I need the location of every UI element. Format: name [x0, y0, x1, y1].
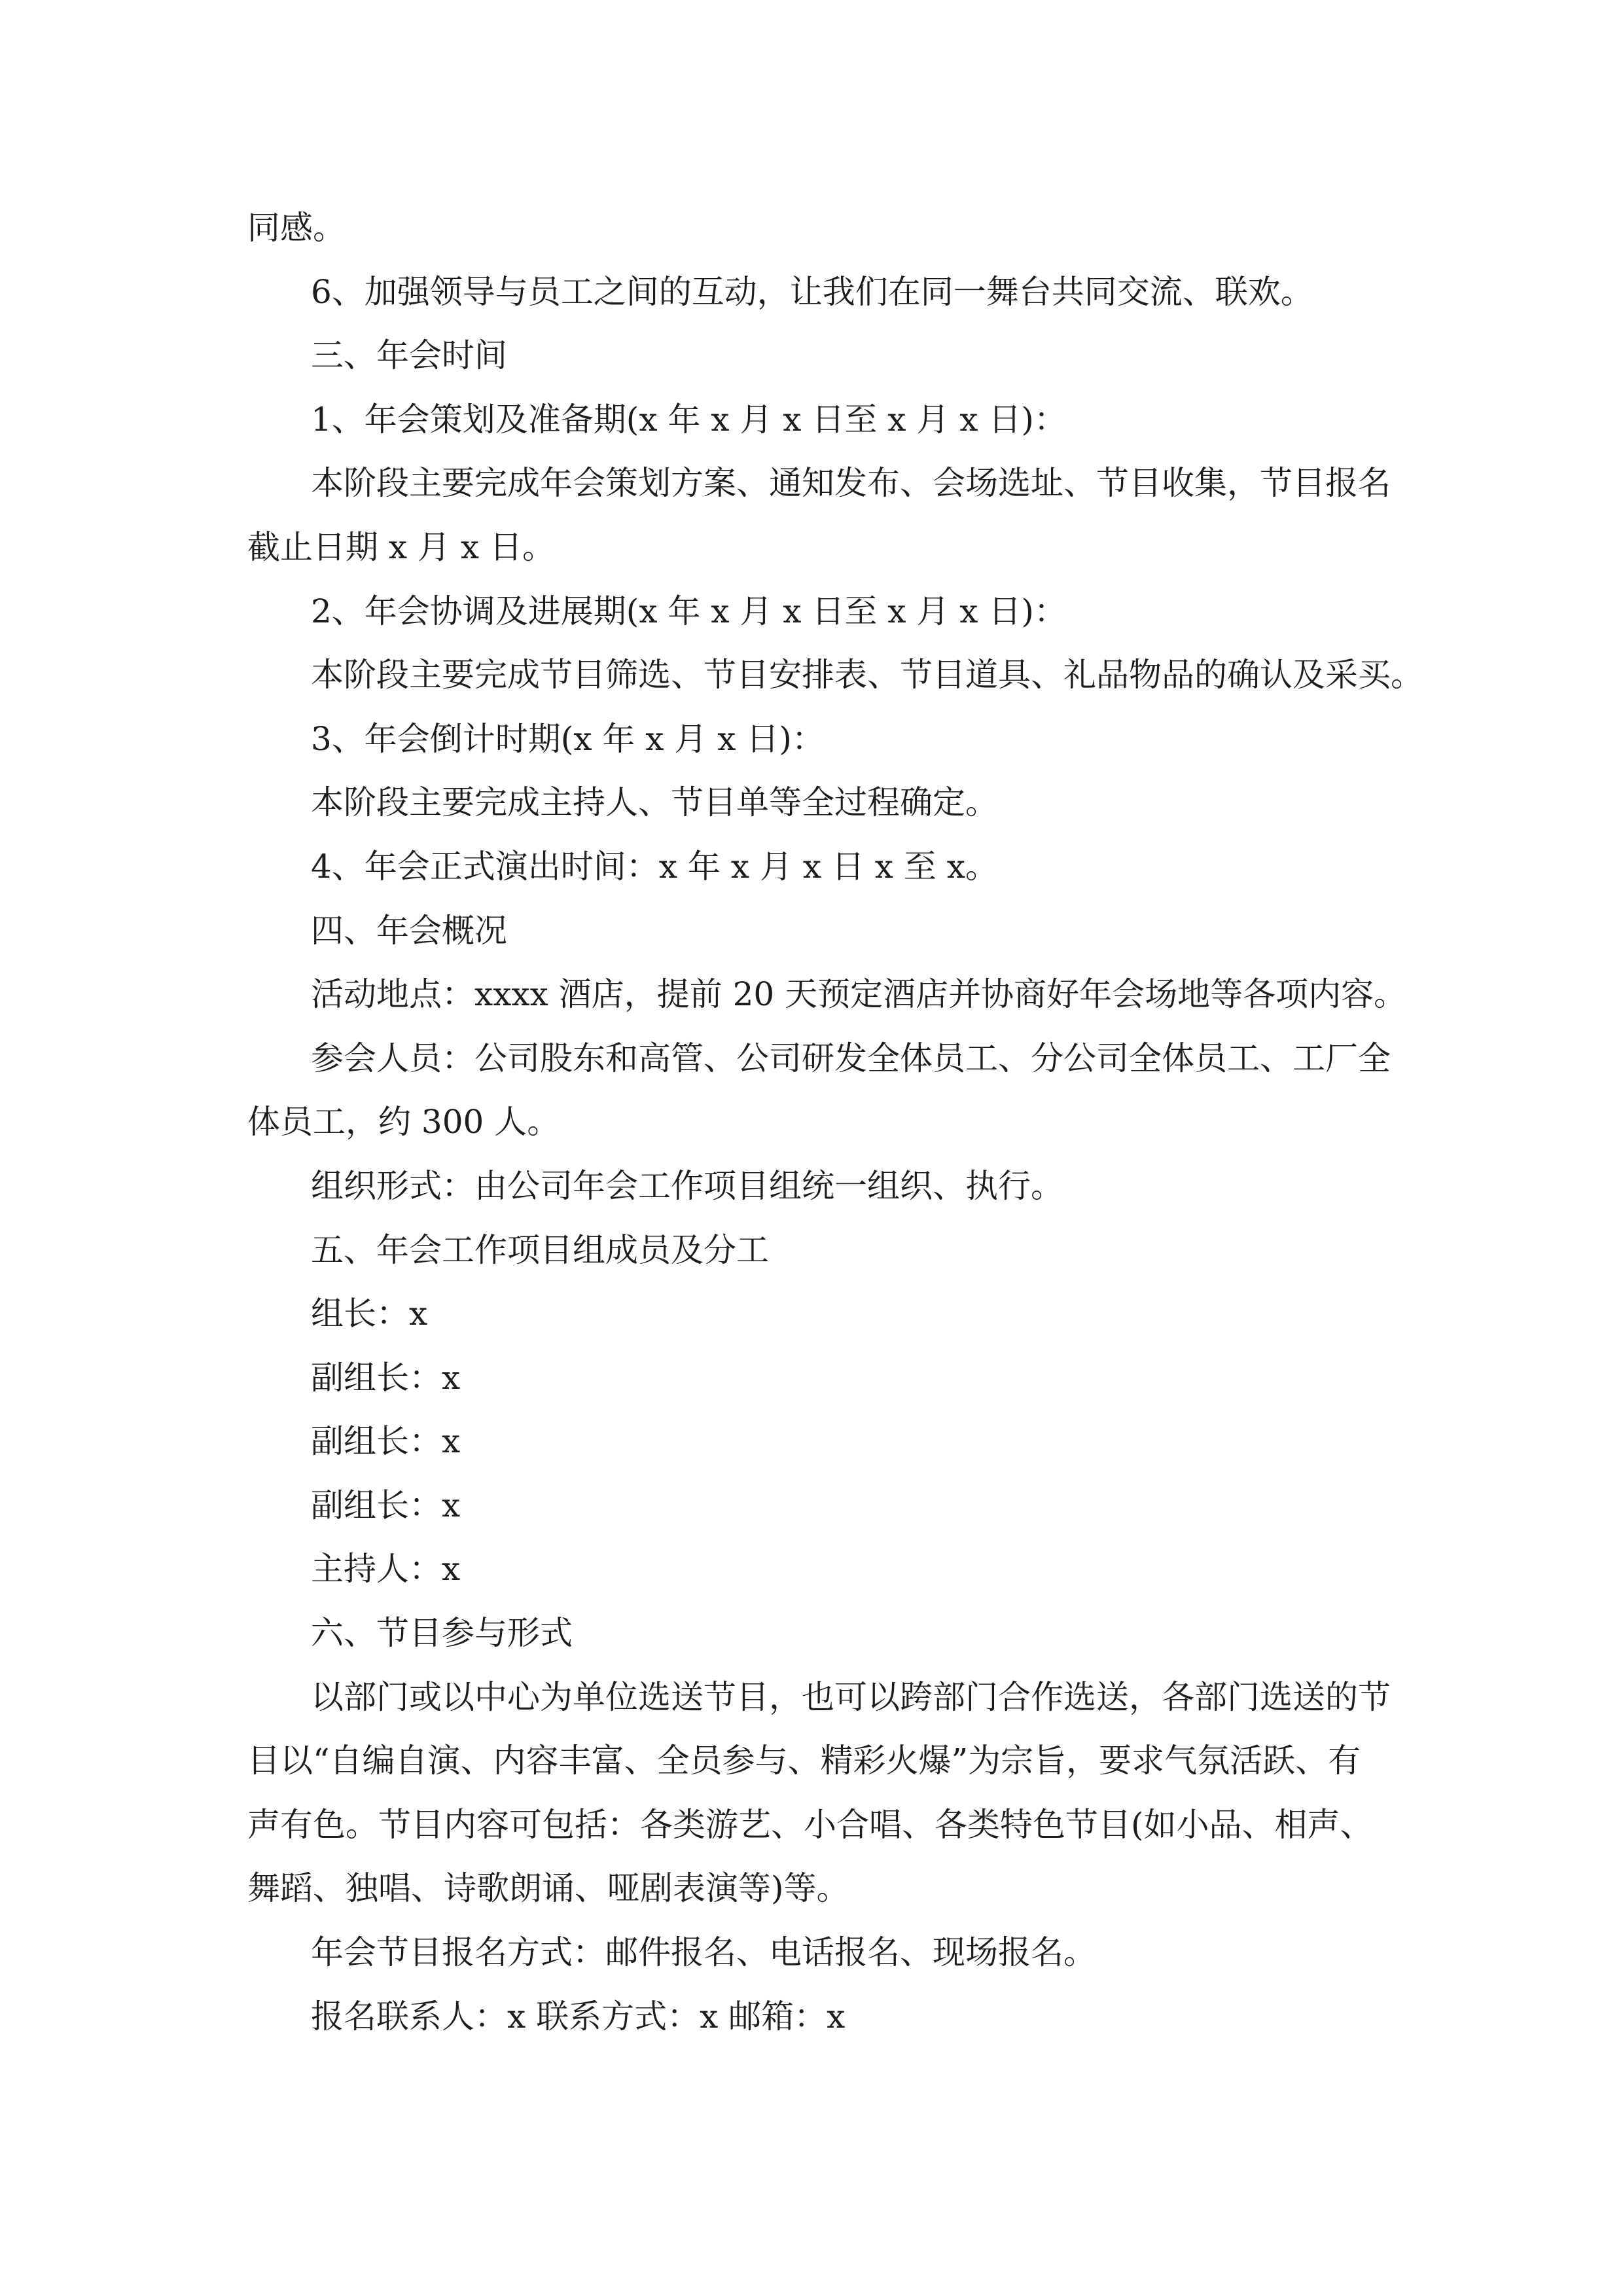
- text-line: 同感。: [247, 209, 346, 247]
- text-line: 活动地点：xxxx 酒店，提前 20 天预定酒店并协商好年会场地等各项内容。: [311, 975, 1407, 1014]
- document-body: [247, 196, 1423, 2049]
- text-line: 6、加强领导与员工之间的互动，让我们在同一舞台共同交流、联欢。: [311, 272, 1313, 311]
- text-line: 报名联系人：x 联系方式：x 邮箱：x: [311, 1997, 846, 2036]
- text-line: 1、年会策划及准备期(x 年 x 月 x 日至 x 月 x 日)：: [311, 400, 1067, 439]
- text-line: 3、年会倒计时期(x 年 x 月 x 日)：: [311, 719, 825, 758]
- text-line: 参会人员：公司股东和高管、公司研发全体员工、分公司全体员工、工厂全: [311, 1039, 1391, 1077]
- text-line: 本阶段主要完成年会策划方案、通知发布、会场选址、节目收集，节目报名: [311, 464, 1391, 503]
- text-line: 年会节目报名方式：邮件报名、电话报名、现场报名。: [311, 1933, 1096, 1972]
- text-line: 舞蹈、独唱、诗歌朗诵、哑剧表演等)等。: [247, 1869, 849, 1908]
- text-line: 副组长：x: [311, 1486, 461, 1524]
- text-line: 副组长：x: [311, 1358, 461, 1397]
- text-line: 截止日期 x 月 x 日。: [247, 528, 555, 566]
- text-line: 本阶段主要完成节目筛选、节目安排表、节目道具、礼品物品的确认及采买。: [311, 656, 1423, 694]
- section-heading: 四、年会概况: [311, 911, 507, 950]
- text-line: 目以“自编自演、内容丰富、全员参与、精彩火爆”为宗旨，要求气氛活跃、有: [247, 1742, 1361, 1780]
- section-heading: 五、年会工作项目组成员及分工: [311, 1230, 769, 1269]
- section-heading: 六、节目参与形式: [311, 1614, 573, 1653]
- section-heading: 三、年会时间: [311, 336, 507, 375]
- text-line: 声有色。节目内容可包括：各类游艺、小合唱、各类特色节目(如小品、相声、: [247, 1805, 1373, 1844]
- text-line: 组织形式：由公司年会工作项目组统一组织、执行。: [311, 1166, 1063, 1205]
- text-line: 4、年会正式演出时间：x 年 x 月 x 日 x 至 x。: [311, 847, 998, 886]
- text-line: 2、年会协调及进展期(x 年 x 月 x 日至 x 月 x 日)：: [311, 592, 1067, 630]
- text-line: 以部门或以中心为单位选送节目，也可以跨部门合作选送，各部门选送的节: [311, 1677, 1391, 1716]
- text-line: 副组长：x: [311, 1422, 461, 1461]
- text-line: 本阶段主要完成主持人、节目单等全过程确定。: [311, 783, 998, 822]
- text-line: 主持人：x: [311, 1550, 461, 1588]
- text-line: 体员工，约 300 人。: [247, 1103, 560, 1141]
- text-line: 组长：x: [311, 1295, 428, 1333]
